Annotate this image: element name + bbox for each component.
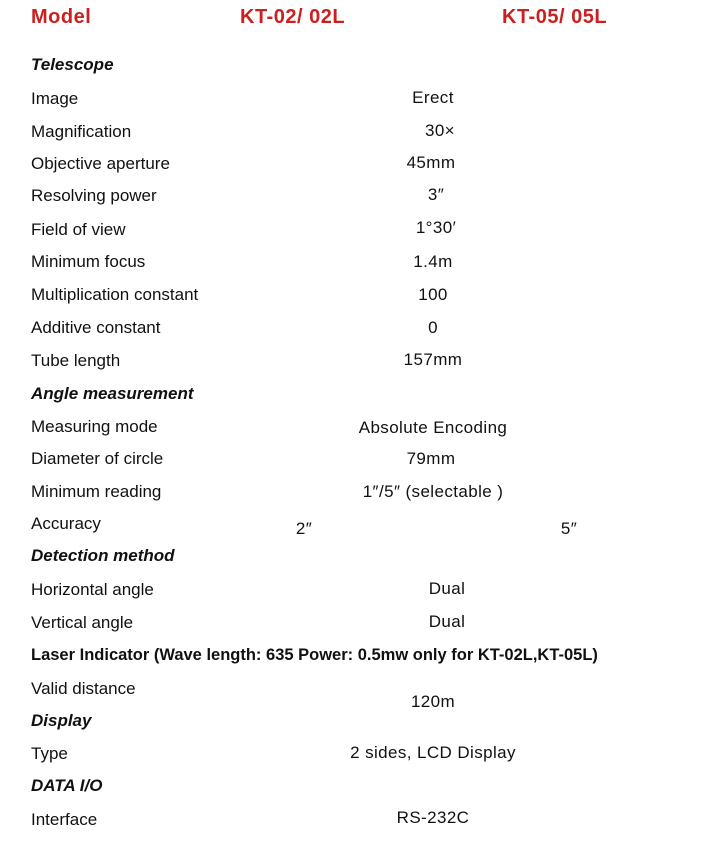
row-label-multiplication-constant: Multiplication constant	[31, 285, 199, 304]
section-angle-measurement: Angle measurement	[31, 384, 194, 403]
row-label-magnification: Magnification	[31, 122, 132, 141]
row-label-horizontal-angle: Horizontal angle	[31, 580, 154, 599]
row-value-minimum-focus: 1.4m	[413, 252, 453, 271]
row-value-display-type: 2 sides, LCD Display	[350, 743, 516, 762]
row-value-tube-length: 157mm	[403, 350, 463, 369]
row-value-image: Erect	[412, 88, 454, 107]
row-value-interface: RS-232C	[396, 808, 470, 827]
row-label-tube-length: Tube length	[31, 351, 121, 370]
section-telescope: Telescope	[31, 55, 114, 74]
row-value-valid-distance: 120m	[410, 692, 456, 711]
row-label-vertical-angle: Vertical angle	[31, 613, 134, 632]
row-label-minimum-focus: Minimum focus	[31, 252, 146, 271]
section-display: Display	[31, 711, 92, 730]
row-value-resolving: 3″	[427, 185, 445, 204]
model-heading: Model	[31, 6, 92, 28]
row-label-additive-constant: Additive constant	[31, 318, 161, 337]
row-label-resolving: Resolving power	[31, 186, 157, 205]
row-label-image: Image	[31, 89, 79, 108]
row-label-valid-distance: Valid distance	[31, 679, 136, 698]
row-label-measuring-mode: Measuring mode	[31, 417, 158, 436]
row-label-minimum-reading: Minimum reading	[31, 482, 162, 501]
model-kt05-heading: KT-05/ 05L	[502, 6, 608, 28]
row-value-magnification: 30×	[424, 121, 456, 140]
row-value-minimum-reading: 1″/5″ (selectable )	[362, 482, 504, 501]
row-value-horizontal-angle: Dual	[428, 579, 466, 598]
row-label-aperture: Objective aperture	[31, 154, 170, 173]
row-value-multiplication-constant: 100	[418, 285, 448, 304]
laser-indicator-heading: Laser Indicator (Wave length: 635 Power: 0.5mw only for KT-02L,KT-05L)	[31, 646, 598, 664]
row-label-field-of-view: Field of view	[31, 220, 126, 239]
row-value-accuracy-kt05: 5″	[560, 519, 578, 538]
section-detection-method: Detection method	[31, 546, 175, 565]
section-data-io: DATA I/O	[31, 776, 103, 795]
row-label-accuracy: Accuracy	[31, 514, 101, 533]
row-value-measuring-mode: Absolute Encoding	[358, 418, 508, 437]
row-value-field-of-view: 1°30′	[415, 218, 457, 237]
row-label-interface: Interface	[31, 810, 98, 829]
model-kt02-heading: KT-02/ 02L	[240, 6, 346, 28]
row-label-display-type: Type	[31, 744, 68, 763]
row-value-diameter-of-circle: 79mm	[406, 449, 456, 468]
row-label-diameter-of-circle: Diameter of circle	[31, 449, 164, 468]
row-value-aperture: 45mm	[406, 153, 456, 172]
row-value-additive-constant: 0	[428, 318, 438, 337]
row-value-vertical-angle: Dual	[428, 612, 466, 631]
row-value-accuracy-kt02: 2″	[295, 519, 313, 538]
